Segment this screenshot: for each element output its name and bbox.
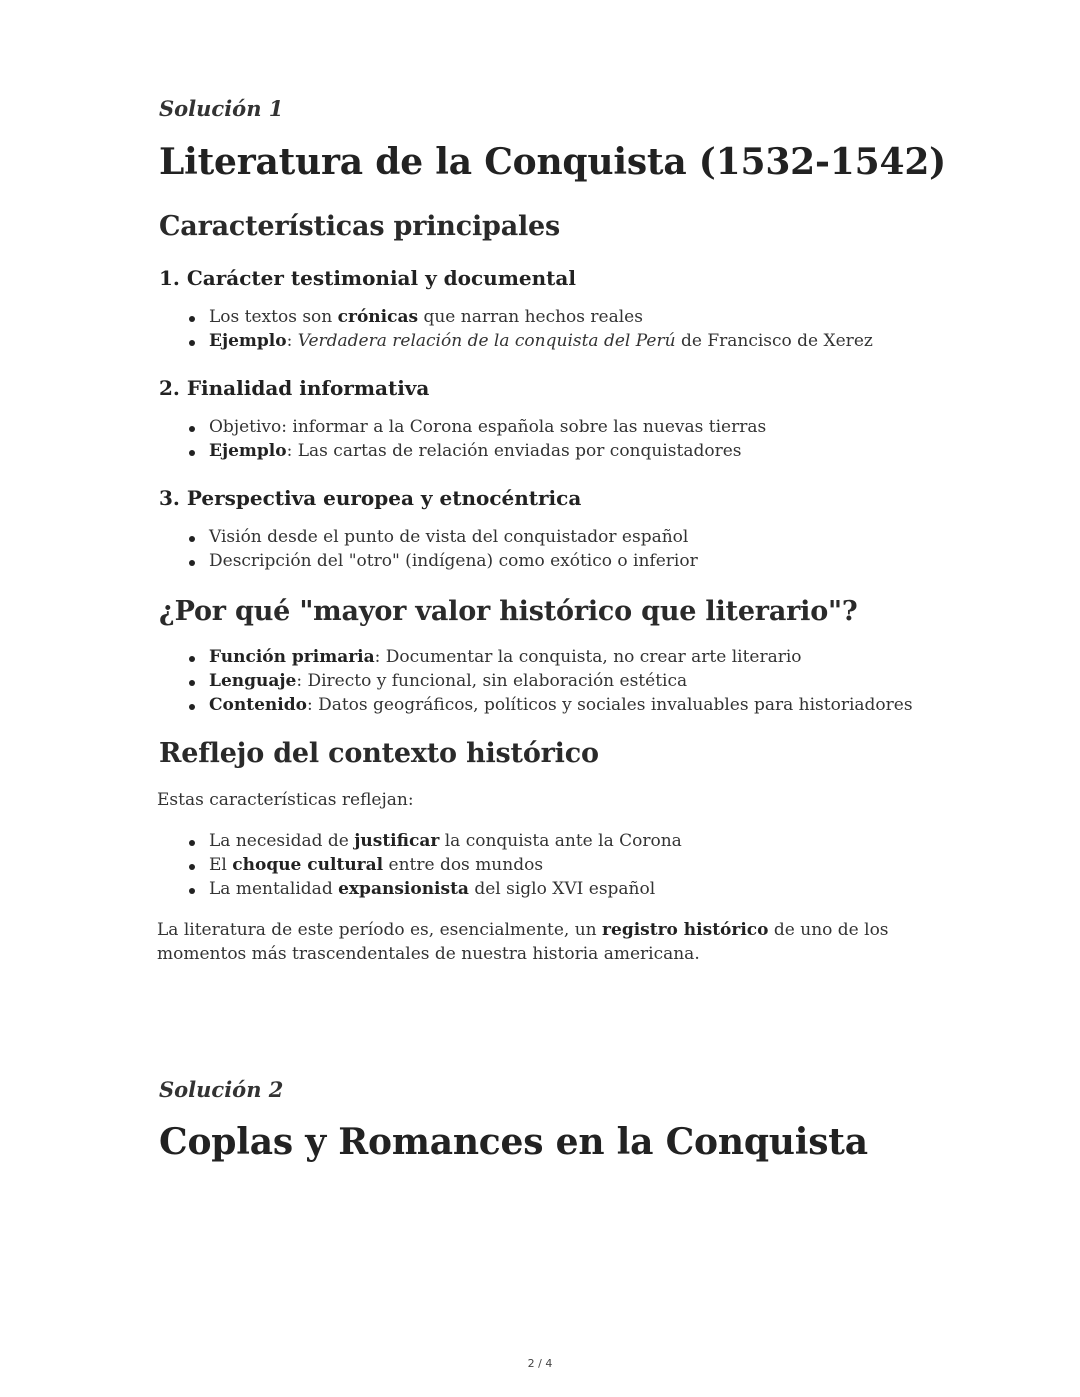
list-item: El choque cultural entre dos mundos <box>209 855 544 875</box>
point-heading-3: 3. Perspectiva europea y etnocéntrica <box>159 486 582 510</box>
section-heading-reflect: Reflejo del contexto histórico <box>159 738 599 769</box>
list-item: Visión desde el punto de vista del conquistador español <box>209 527 689 547</box>
list-item: Función primaria: Documentar la conquista, no crear arte literario <box>209 647 802 667</box>
section-heading-why: ¿Por qué "mayor valor histórico que literario"? <box>159 596 858 627</box>
solution-1-label: Solución 1 <box>159 96 284 121</box>
section-heading-characteristics: Características principales <box>159 211 561 242</box>
list-item: La necesidad de justificar la conquista ante la Corona <box>209 831 682 851</box>
list-item: Ejemplo: Verdadera relación de la conquista del Perú de Francisco de Xerez <box>209 331 873 351</box>
solution-2-label: Solución 2 <box>159 1077 284 1102</box>
list-item: Lenguaje: Directo y funcional, sin elaboración estética <box>209 671 688 691</box>
list-item: Contenido: Datos geográficos, políticos y sociales invaluables para historiadores <box>209 695 913 715</box>
solution-2-title: Coplas y Romances en la Conquista <box>159 1121 868 1163</box>
reflect-intro: Estas características reflejan: <box>157 790 414 810</box>
list-item: Ejemplo: Las cartas de relación enviadas por conquistadores <box>209 441 742 461</box>
list-item: Descripción del "otro" (indígena) como exótico o inferior <box>209 551 698 571</box>
list-item: Los textos son crónicas que narran hechos reales <box>209 307 643 327</box>
list-item: La mentalidad expansionista del siglo XVI español <box>209 879 656 899</box>
page-title: Literatura de la Conquista (1532-1542) <box>159 141 947 183</box>
list-item: Objetivo: informar a la Corona española sobre las nuevas tierras <box>209 417 767 437</box>
page-number: 2 / 4 <box>527 1357 553 1370</box>
point-heading-2: 2. Finalidad informativa <box>159 376 430 400</box>
conclusion-paragraph: La literatura de este período es, esencialmente, un registro histórico de uno de los momentos más trascendentales de nuestra historia americana. <box>157 920 889 964</box>
point-heading-1: 1. Carácter testimonial y documental <box>159 266 576 290</box>
